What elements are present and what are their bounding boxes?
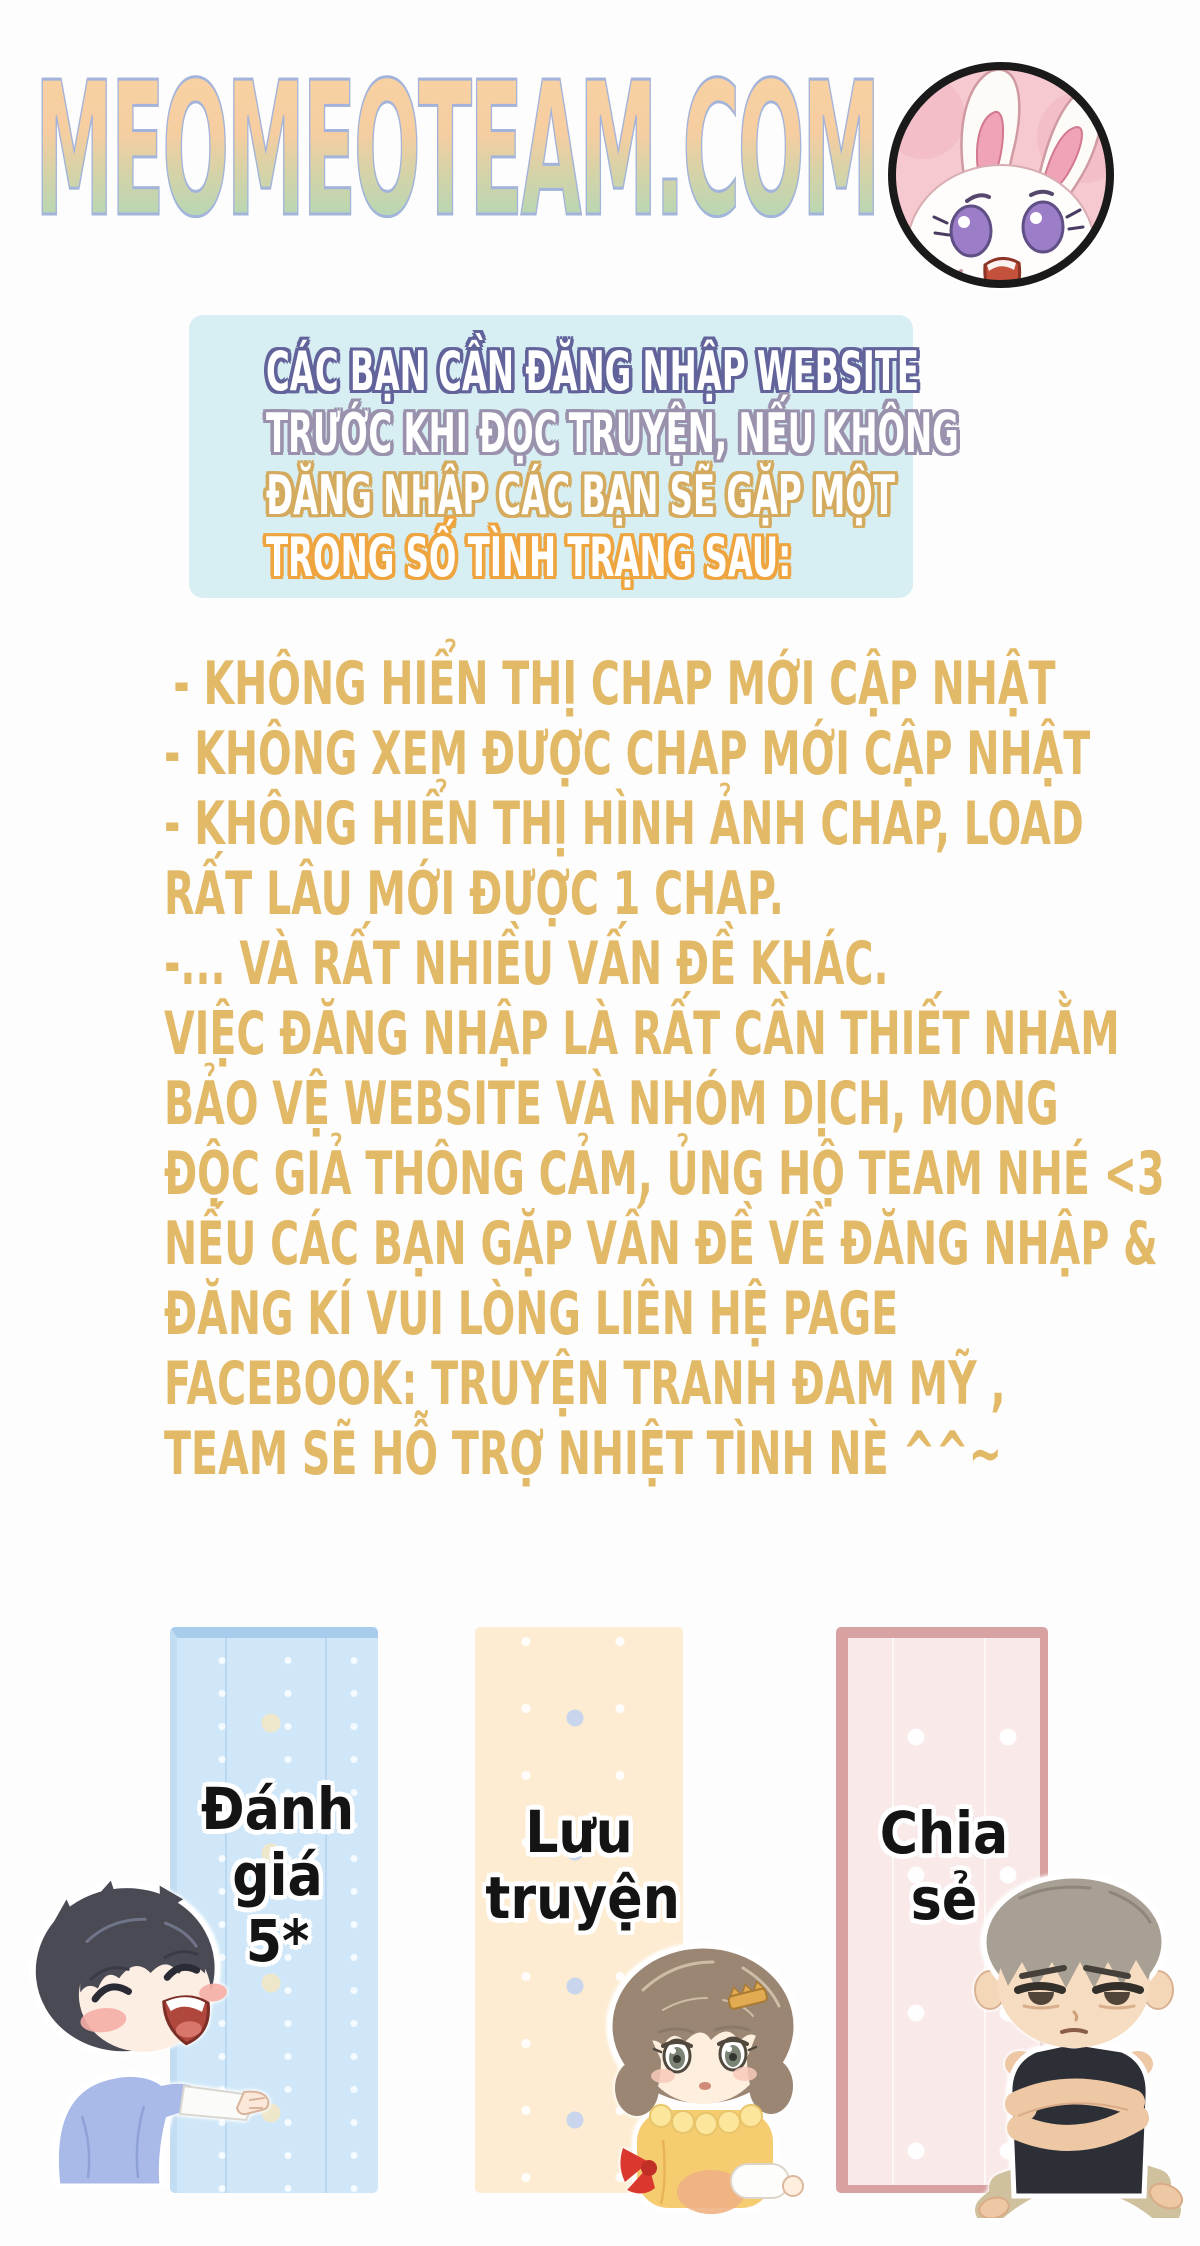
announcement-line: - KHÔNG XEM ĐƯỢC CHAP MỚI CẬP NHẬT [164, 719, 1091, 789]
announcement-line: ĐỘC GIẢ THÔNG CẢM, ỦNG HỘ TEAM NHÉ <3 [164, 1139, 1165, 1209]
announcement-line: TEAM SẼ HỖ TRỢ NHIỆT TÌNH NÈ ^^~ [164, 1419, 1002, 1489]
announcement-text [164, 649, 1200, 1489]
save-card-label [485, 1798, 680, 1932]
card-label-line: sẻ [910, 1865, 978, 1933]
notice-line: TRONG SỐ TÌNH TRẠNG SAU: [266, 526, 792, 589]
card-label-line: truyện [485, 1864, 680, 1932]
announcement-line: - KHÔNG HIỂN THỊ HÌNH ẢNH CHAP, LOAD [164, 789, 1084, 859]
card-label-line: Lưu [525, 1798, 633, 1866]
bunny-mascot-icon [883, 57, 1119, 293]
notice-line: TRƯỚC KHI ĐỌC TRUYỆN, NẾU KHÔNG [266, 402, 959, 465]
announcement-line: FACEBOOK: TRUYỆN TRANH ĐAM MỸ , [164, 1349, 1006, 1419]
announcement-line: NẾU CÁC BẠN GẶP VẤN ĐỀ VỀ ĐĂNG NHẬP & [164, 1209, 1158, 1279]
announcement-line: ĐĂNG KÍ VUI LÒNG LIÊN HỆ PAGE [164, 1279, 899, 1349]
notice-line: ĐĂNG NHẬP CÁC BẠN SẼ GẶP MỘT [266, 464, 895, 527]
announcement-line: BẢO VỆ WEBSITE VÀ NHÓM DỊCH, MONG [164, 1069, 1059, 1139]
site-title-text: MEOMEOTEAM.COM [35, 42, 878, 258]
announcement-line: -... VÀ RẤT NHIỀU VẤN ĐỀ KHÁC. [164, 929, 889, 999]
card-label-line: Chia [879, 1799, 1009, 1867]
card-label-line: giá [232, 1841, 323, 1909]
card-label-line: Đánh [200, 1775, 355, 1843]
baby-girl-chibi-icon [603, 1940, 805, 2216]
notice-line: CÁC BẠN CẦN ĐĂNG NHẬP WEBSITE [266, 340, 920, 403]
announcement-line: - KHÔNG HIỂN THỊ CHAP MỚI CẬP NHẬT [173, 649, 1056, 719]
announcement-line: VIỆC ĐĂNG NHẬP LÀ RẤT CẦN THIẾT NHẰM [164, 999, 1120, 1069]
login-notice-box [189, 315, 959, 598]
happy-boy-chibi-icon [22, 1876, 270, 2186]
announcement-line: RẤT LÂU MỚI ĐƯỢC 1 CHAP. [164, 859, 784, 929]
card-label-line: 5* [245, 1907, 310, 1975]
grumpy-boy-chibi-icon [960, 1866, 1198, 2218]
